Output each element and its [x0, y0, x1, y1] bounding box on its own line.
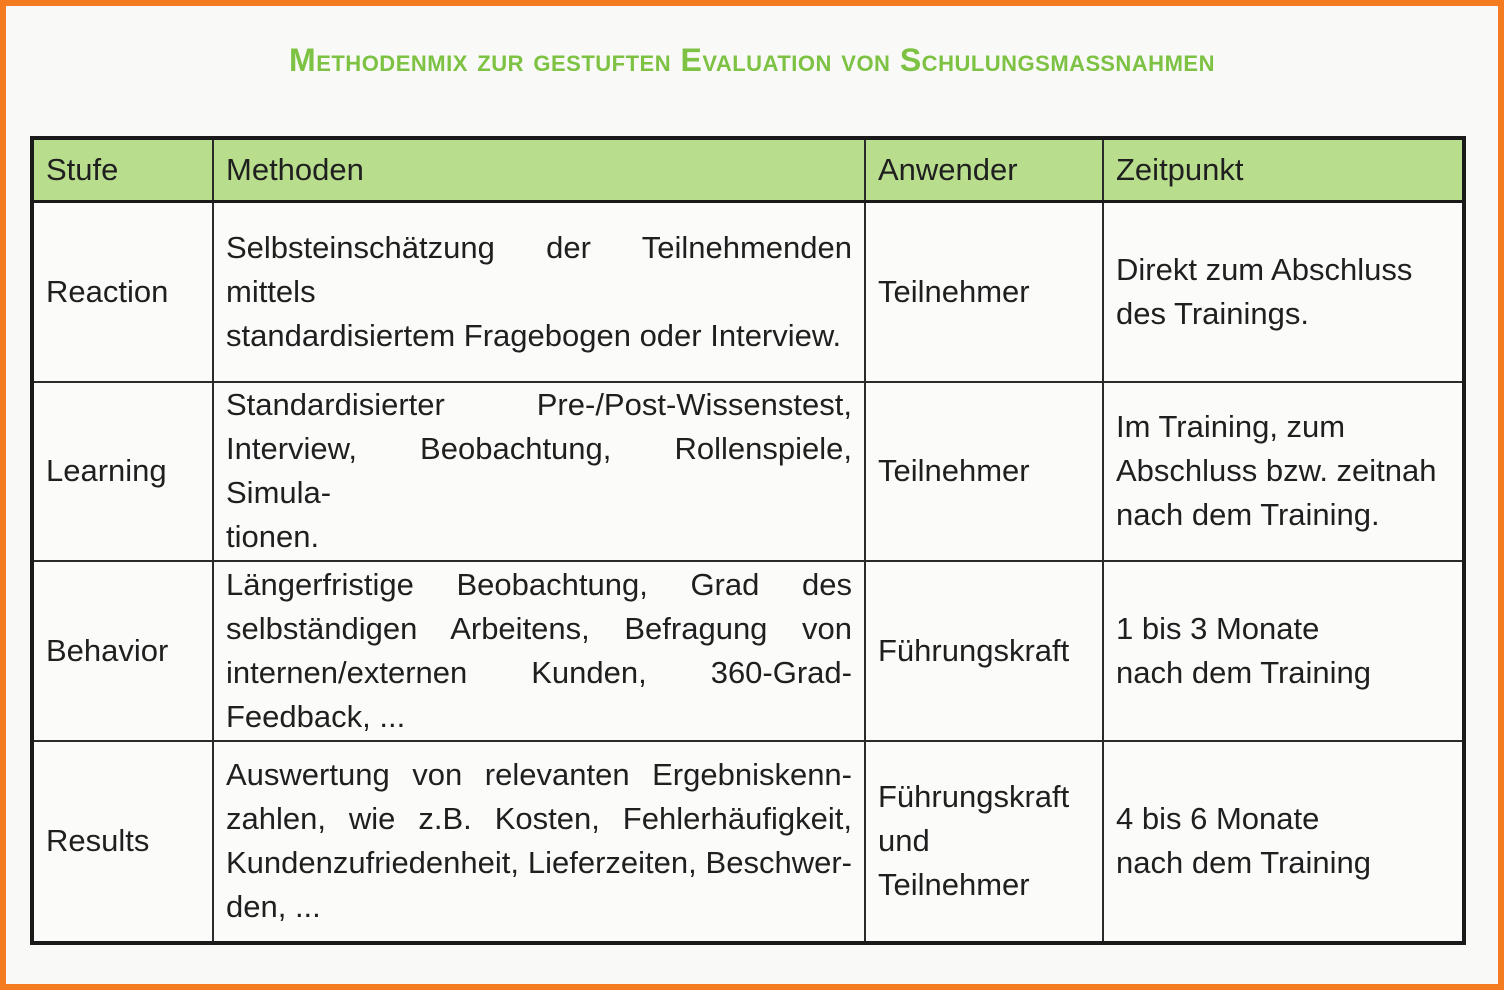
text-line: Im Training, zum: [1116, 409, 1346, 444]
text-line: Teilnehmer: [878, 453, 1030, 488]
text-line: des Trainings.: [1116, 295, 1309, 331]
text-line: und: [878, 823, 930, 858]
cell-anwender: [865, 741, 1103, 943]
cell-anwender: [865, 561, 1103, 741]
table-row: [32, 202, 1464, 382]
text-line: standardisiertem Fragebogen oder Interview.: [226, 317, 842, 353]
cell-zeitpunkt: [1103, 741, 1464, 943]
text-line: Standardisierter Pre-/Post-Wissenstest,: [226, 387, 852, 422]
table-row: [32, 741, 1464, 943]
text-line: nach dem Training: [1116, 654, 1372, 690]
table-row: [32, 382, 1464, 561]
page-title: Methodenmix zur gestuften Evaluation von Schulungsmaßnahmen: [289, 42, 1215, 78]
cell-stufe: Results: [32, 741, 213, 943]
cell-stufe: Behavior: [32, 561, 213, 741]
text-line: Direkt zum Abschluss: [1116, 251, 1413, 287]
text-line: zahlen, wie z.B. Kosten, Fehlerhäufigkeit,: [226, 801, 852, 836]
cell-anwender: [865, 202, 1103, 382]
cell-methoden: [213, 202, 865, 382]
header-stufe: Stufe: [32, 138, 213, 202]
evaluation-table: [30, 136, 1466, 945]
header-zeitpunkt: Zeitpunkt: [1103, 138, 1464, 202]
text-line: selbständigen Arbeitens, Befragung von: [226, 610, 852, 646]
text-line: Längerfristige Beobachtung, Grad des: [226, 566, 852, 602]
text-line: tionen.: [226, 519, 320, 554]
text-line: Selbsteinschätzung der Teilnehmenden mittels: [226, 229, 852, 309]
text-line: Teilnehmer: [878, 867, 1030, 902]
text-line: Interview, Beobachtung, Rollenspiele, Simula-: [226, 431, 852, 510]
cell-methoden: [213, 561, 865, 741]
text-line: Abschluss bzw. zeitnah: [1116, 453, 1437, 488]
text-line: Führungskraft: [878, 779, 1070, 814]
cell-methoden: [213, 382, 865, 561]
text-line: Kundenzufriedenheit, Lieferzeiten, Beschwer-: [226, 845, 852, 880]
text-line: 4 bis 6 Monate: [1116, 801, 1320, 836]
text-line: Führungskraft: [878, 632, 1070, 668]
text-line: nach dem Training: [1116, 845, 1372, 880]
table-header-row: [32, 138, 1464, 202]
text-line: den, ...: [226, 889, 321, 924]
cell-zeitpunkt: [1103, 561, 1464, 741]
text-line: 1 bis 3 Monate: [1116, 610, 1320, 646]
text-line: Feedback, ...: [226, 698, 406, 734]
text-line: internen/externen Kunden, 360-Grad-: [226, 654, 852, 690]
cell-stufe: Reaction: [32, 202, 213, 382]
text-line: Auswertung von relevanten Ergebniskenn-: [226, 757, 852, 792]
table-row: [32, 561, 1464, 741]
cell-methoden: [213, 741, 865, 943]
text-line: nach dem Training.: [1116, 497, 1380, 532]
cell-anwender: [865, 382, 1103, 561]
cell-stufe: Learning: [32, 382, 213, 561]
cell-zeitpunkt: [1103, 382, 1464, 561]
text-line: Teilnehmer: [878, 273, 1030, 309]
header-methoden: Methoden: [213, 138, 865, 202]
cell-zeitpunkt: [1103, 202, 1464, 382]
header-anwender: Anwender: [865, 138, 1103, 202]
